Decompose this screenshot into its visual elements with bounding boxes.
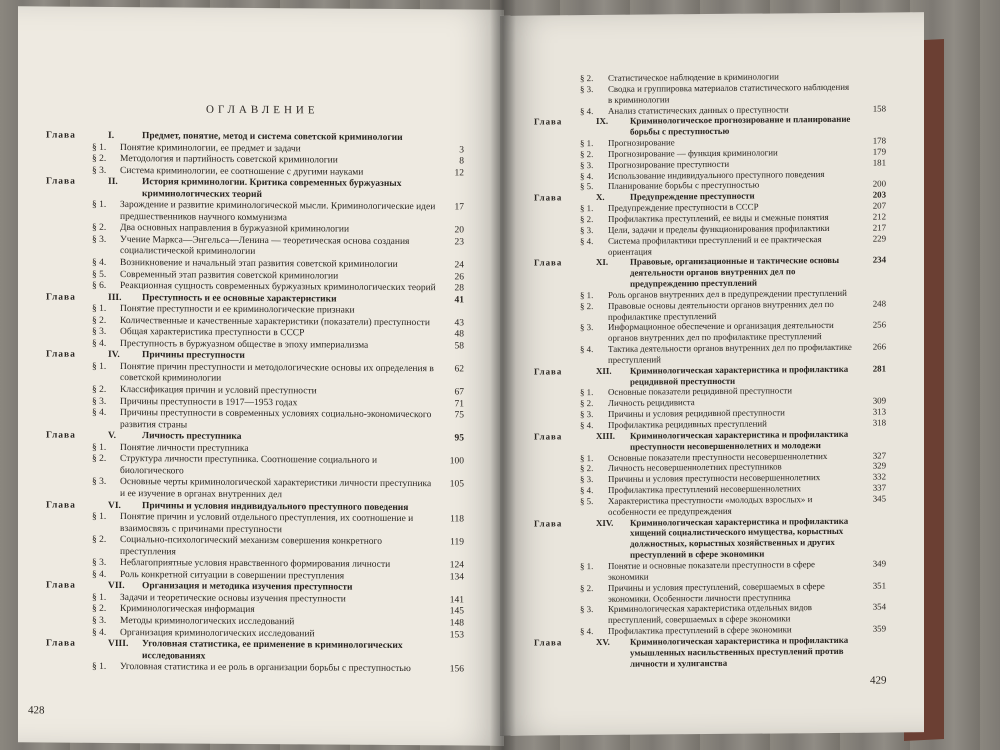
toc-entry-title: Причины преступности — [142, 350, 245, 362]
toc-section-entry — [534, 342, 886, 367]
toc-chapter-entry — [534, 634, 886, 670]
toc-entry-page: 100 — [449, 456, 464, 467]
toc-entry-title: Сводка и группировка материалов статистического наблюдения в криминологии — [608, 81, 850, 105]
toc-entry-title: Криминологическая характеристика и профилактика умышленных насильственных преступлений против личности и хулиганства — [630, 634, 849, 669]
toc-entry-title: Правовые, организационные и тактические основы деятельности органов внутренних дел по предупреждению преступлений — [630, 255, 840, 289]
toc-entry-title: Задачи и теоретические основы изучения преступности — [120, 592, 346, 605]
toc-entry-page: 212 — [872, 211, 886, 222]
toc-section-entry — [534, 320, 886, 345]
contents-heading: ОГЛАВЛЕНИЕ — [206, 103, 319, 117]
toc-entry-title: Понятие и основные показатели преступности в сфере экономики — [608, 559, 815, 582]
toc-entry-title: Общая характеристика преступности в СССР — [120, 327, 305, 339]
toc-entry-title: Роль конкретной ситуации в совершении преступления — [120, 569, 345, 582]
toc-entry-label: Глава — [534, 116, 563, 127]
toc-entry-title: Причины и условия преступности несовершеннолетних — [608, 472, 821, 485]
toc-entry-page: 8 — [459, 156, 464, 167]
toc-entry-title: Классификация причин и условий преступности — [120, 385, 317, 397]
toc-entry-page: 67 — [454, 387, 464, 398]
toc-entry-label: § 2. — [92, 454, 107, 465]
toc-entry-label: Глава — [46, 430, 76, 441]
toc-entry-label: § 1. — [580, 203, 594, 214]
toc-entry-title: Предмет, понятие, метод и система советской криминологии — [142, 131, 403, 143]
toc-entry-label: § 3. — [92, 396, 107, 407]
toc-entry-title: Структура личности преступника. Соотношение социального и биологического — [120, 454, 378, 477]
toc-entry-title: Социально-психологический механизм совершения конкретного преступления — [120, 535, 382, 558]
toc-entry-label: Глава — [46, 130, 76, 141]
toc-entry-label: § 2. — [92, 384, 107, 395]
toc-entry-title: Криминологическая информация — [120, 604, 255, 616]
toc-chapter-entry — [534, 255, 886, 291]
toc-entry-title: Криминологическая характеристика и профилактика преступности несовершеннолетних и молодежи — [630, 428, 849, 452]
toc-entry-label: § 4. — [580, 170, 594, 181]
toc-entry-title: Причины и условия индивидуального преступного поведения — [142, 500, 409, 513]
toc-entry-label: § 2. — [92, 153, 107, 165]
toc-entry-page: 313 — [872, 406, 886, 417]
toc-entry-title: Методология и партийность советской криминологии — [120, 154, 338, 166]
toc-entry-label: § 1. — [92, 442, 107, 453]
toc-entry-page: 332 — [872, 471, 886, 482]
toc-entry-page: 309 — [872, 395, 886, 406]
toc-entry-page: 266 — [872, 341, 886, 352]
toc-chapter-number: II. — [108, 177, 118, 188]
toc-entry-title: Причины и условия рецидивной преступности — [608, 407, 785, 420]
toc-entry-page: 153 — [449, 629, 464, 640]
toc-entry-label: § 5. — [92, 269, 107, 280]
toc-entry-title: Возникновение и начальный этап развития советской криминологии — [120, 258, 398, 270]
toc-entry-title: Преступность в буржуазном обществе в эпоху империализма — [120, 338, 369, 351]
toc-entry-label: § 4. — [580, 626, 594, 637]
toc-entry-page: 148 — [449, 618, 464, 629]
toc-entry-page: 20 — [454, 225, 464, 236]
toc-entry-page: 200 — [872, 178, 886, 190]
toc-entry-label: § 4. — [92, 257, 107, 268]
toc-entry-page: 141 — [449, 595, 464, 606]
toc-chapter-number: X. — [596, 192, 605, 203]
toc-entry-label: Глава — [46, 176, 76, 187]
right-toc — [534, 70, 886, 669]
toc-entry-label: § 1. — [92, 592, 107, 603]
toc-entry-title: Современный этап развития советской криминологии — [120, 269, 339, 282]
toc-entry-label: Глава — [46, 580, 76, 592]
toc-entry-title: Преступность и ее основные характеристики — [142, 292, 337, 305]
toc-entry-title: Цели, задачи и пределы функционирования профилактики — [608, 222, 830, 235]
toc-chapter-number: VIII. — [108, 638, 129, 650]
toc-entry-title: Предупреждение преступности — [630, 190, 755, 202]
toc-entry-label: Глава — [46, 638, 76, 649]
toc-entry-title: Криминологическая характеристика и профилактика рецидивной преступности — [630, 363, 849, 387]
toc-entry-page: 248 — [872, 298, 886, 309]
toc-chapter-number: XI. — [596, 257, 609, 268]
toc-chapter-entry — [534, 114, 886, 139]
toc-entry-label: § 3. — [580, 224, 594, 235]
toc-entry-page: 281 — [872, 363, 886, 374]
toc-entry-label: § 4. — [580, 485, 594, 496]
toc-chapter-entry — [46, 639, 464, 665]
left-page — [18, 6, 504, 745]
toc-entry-title: Профилактика преступлений, ее виды и смежные понятия — [608, 211, 829, 224]
toc-entry-label: § 1. — [92, 304, 107, 315]
toc-chapter-number: V. — [108, 431, 117, 442]
toc-entry-title: Предупреждение преступности в СССР — [608, 201, 759, 214]
toc-entry-title: Организация криминологических исследований — [120, 627, 315, 639]
toc-entry-page: 256 — [872, 319, 886, 331]
toc-entry-label: § 4. — [92, 627, 107, 638]
toc-entry-title: Уголовная статистика и ее роль в организации борьбы с преступностью — [120, 662, 411, 675]
toc-entry-label: § 3. — [92, 558, 107, 569]
toc-entry-label: § 3. — [580, 604, 594, 615]
toc-entry-label: § 2. — [92, 534, 107, 546]
toc-entry-title: Понятие личности преступника — [120, 442, 249, 454]
toc-entry-title: Информационное обеспечение и организация деятельности органов внутренних дел по профилактике преступлений — [608, 320, 834, 344]
toc-chapter-number: XIII. — [596, 430, 615, 441]
toc-entry-title: Уголовная статистика, ее применение в криминологических исследованиях — [142, 639, 403, 662]
toc-entry-label: § 2. — [580, 582, 594, 593]
toc-entry-page: 234 — [872, 254, 886, 265]
toc-entry-page: 134 — [449, 572, 464, 583]
toc-entry-page: 337 — [872, 482, 886, 493]
toc-entry-title: Криминологическая характеристика отдельных видов преступлений, совершаемых в сфере экономики — [608, 602, 812, 626]
toc-entry-page: 48 — [454, 329, 464, 340]
toc-entry-label: Глава — [534, 637, 563, 648]
toc-chapter-number: IX. — [596, 116, 609, 127]
right-page-number: 429 — [870, 674, 887, 687]
toc-entry-label: § 3. — [92, 234, 107, 245]
book-spine-shadow — [490, 0, 516, 750]
toc-entry-page: 329 — [872, 460, 886, 471]
toc-entry-title: Два основных направления в буржуазной криминологии — [120, 223, 350, 235]
toc-entry-page: 3 — [459, 144, 464, 155]
toc-entry-page: 318 — [872, 417, 886, 428]
toc-entry-title: Причины преступности в современных условиях социально-экономического развития страны — [120, 408, 432, 431]
toc-entry-page: 71 — [454, 398, 464, 409]
toc-entry-page: 203 — [872, 189, 886, 200]
toc-entry-title: Личность несовершеннолетних преступников — [608, 461, 782, 474]
toc-entry-title: Характеристика преступности «молодых взрослых» и особенности ее предупреждения — [608, 494, 813, 517]
toc-entry-label: § 1. — [580, 289, 594, 301]
toc-entry-label: § 3. — [580, 409, 594, 420]
toc-entry-page: 345 — [872, 493, 886, 504]
toc-entry-page: 359 — [872, 623, 886, 634]
toc-entry-title: Зарождение и развитие криминологической мысли. Криминологические идеи предшественников научного коммунизма — [120, 200, 436, 224]
toc-entry-title: Статистическое наблюдение в криминологии — [608, 71, 779, 83]
toc-entry-page: 349 — [872, 558, 886, 569]
toc-chapter-number: IV. — [108, 350, 120, 361]
toc-section-entry — [534, 493, 886, 518]
toc-entry-label: § 3. — [580, 322, 594, 333]
toc-entry-label: Глава — [534, 366, 563, 377]
toc-entry-label: Глава — [534, 192, 563, 203]
toc-entry-page: 179 — [872, 146, 886, 157]
toc-entry-page: 207 — [872, 200, 886, 211]
toc-entry-label: § 2. — [580, 73, 594, 84]
toc-entry-page: 158 — [872, 103, 886, 114]
toc-chapter-entry — [534, 363, 886, 388]
toc-entry-title: Криминологическая характеристика и профилактика хищений социалистического имущества, корыстных должностных, корыстных хозяйственных и других преступлений в сфере экономики — [630, 515, 849, 560]
toc-entry-page: 23 — [454, 237, 464, 248]
toc-entry-label: § 3. — [580, 83, 594, 94]
toc-entry-title: Криминологическое прогнозирование и планирование борьбы с преступностью — [630, 114, 851, 137]
toc-section-entry — [46, 200, 464, 226]
toc-entry-label: § 3. — [92, 327, 107, 338]
toc-entry-label: Глава — [534, 431, 563, 442]
toc-entry-title: Понятие причин и условий отдельного преступления, их соотношение и взаимосвязь с причинами преступности — [120, 512, 414, 535]
toc-entry-title: Причины преступности в 1917—1953 годах — [120, 396, 298, 408]
toc-entry-page: 229 — [872, 233, 886, 244]
toc-entry-page: 26 — [454, 271, 464, 282]
toc-entry-label: § 1. — [580, 138, 594, 149]
toc-entry-label: Глава — [46, 499, 76, 511]
toc-entry-page: 17 — [454, 202, 464, 213]
toc-entry-page: 43 — [454, 318, 464, 329]
toc-entry-page: 24 — [454, 260, 464, 271]
toc-entry-label: Глава — [46, 292, 76, 303]
toc-section-entry — [534, 81, 886, 106]
toc-entry-page: 351 — [872, 580, 886, 591]
toc-entry-label: § 4. — [580, 105, 594, 116]
toc-entry-title: Причины и условия преступлений, совершаемых в сфере экономики. Особенности личности преступника — [608, 580, 825, 604]
toc-entry-page: 145 — [449, 606, 464, 617]
toc-section-entry — [46, 535, 464, 561]
toc-entry-title: Понятие причин преступности и методологические основы их определения в советской криминологии — [120, 361, 434, 385]
toc-entry-title: Прогнозирование преступности — [608, 158, 730, 170]
toc-entry-label: § 3. — [92, 165, 107, 176]
toc-entry-label: § 4. — [92, 338, 107, 349]
toc-entry-page: 181 — [872, 157, 886, 168]
toc-chapter-entry — [534, 428, 886, 453]
toc-entry-page: 124 — [449, 560, 464, 571]
toc-entry-page: 12 — [454, 167, 464, 179]
toc-entry-label: § 2. — [580, 300, 594, 311]
toc-chapter-entry — [46, 177, 464, 203]
toc-chapter-number: VII. — [108, 581, 125, 592]
toc-chapter-entry — [534, 515, 886, 561]
toc-entry-page: 156 — [449, 664, 464, 675]
toc-entry-label: § 4. — [92, 569, 107, 580]
toc-entry-title: Профилактика преступлений в сфере экономики — [608, 624, 792, 636]
toc-entry-title: История криминологии. Критика современных буржуазных криминологических теорий — [142, 177, 402, 200]
toc-entry-label: § 2. — [92, 223, 107, 234]
toc-entry-page: 178 — [872, 135, 886, 146]
toc-entry-title: Планирование борьбы с преступностью — [608, 180, 760, 192]
toc-chapter-number: XIV. — [596, 517, 614, 528]
toc-entry-title: Неблагоприятные условия нравственного формирования личности — [120, 558, 391, 571]
toc-entry-title: Понятие криминологии, ее предмет и задачи — [120, 142, 301, 154]
toc-entry-label: § 3. — [92, 477, 107, 488]
toc-entry-title: Анализ статистических данных о преступности — [608, 103, 789, 116]
toc-section-entry — [46, 477, 464, 503]
toc-entry-label: Глава — [534, 257, 563, 268]
toc-section-entry — [534, 233, 886, 258]
toc-section-entry — [46, 662, 464, 676]
toc-section-entry — [534, 298, 886, 323]
toc-entry-title: Прогнозирование — [608, 137, 675, 148]
toc-entry-label: § 5. — [580, 495, 594, 507]
toc-entry-page: 62 — [454, 364, 464, 375]
toc-entry-title: Основные показатели рецидивной преступности — [608, 385, 793, 398]
toc-entry-title: Личность преступника — [142, 431, 242, 443]
toc-entry-label: § 4. — [92, 407, 107, 419]
toc-entry-page: 119 — [450, 537, 464, 548]
toc-entry-page: 58 — [454, 341, 464, 352]
toc-entry-title: Количественные и качественные характеристики (показатели) преступности — [120, 315, 430, 328]
toc-entry-title: Профилактика преступлений несовершеннолетних — [608, 483, 801, 495]
toc-entry-label: § 2. — [92, 604, 107, 615]
toc-entry-title: Система профилактики преступлений и ее практическая ориентация — [608, 233, 822, 257]
toc-entry-title: Правовые основы деятельности органов внутренних дел по профилактике преступлений — [608, 298, 834, 322]
toc-entry-label: § 2. — [92, 315, 107, 326]
toc-entry-title: Учение Маркса—Энгельса—Ленина — теоретическая основа создания социалистической криминологии — [120, 234, 410, 258]
toc-section-entry — [46, 361, 464, 387]
toc-entry-page: 217 — [872, 222, 886, 233]
toc-entry-label: § 2. — [580, 148, 594, 160]
toc-entry-label: § 4. — [580, 420, 594, 431]
toc-section-entry — [534, 558, 886, 583]
toc-entry-label: § 2. — [580, 398, 594, 409]
toc-entry-label: § 3. — [92, 615, 107, 626]
toc-entry-label: § 1. — [92, 661, 107, 673]
toc-entry-label: § 1. — [580, 387, 594, 398]
toc-entry-label: § 6. — [92, 280, 107, 292]
toc-entry-label: § 1. — [92, 511, 107, 522]
left-page-number: 428 — [28, 704, 45, 717]
toc-entry-label: § 2. — [580, 214, 594, 225]
toc-entry-label: § 2. — [580, 463, 594, 474]
toc-section-entry — [46, 512, 464, 538]
toc-chapter-number: XV. — [596, 636, 610, 647]
toc-entry-page: 75 — [454, 410, 464, 421]
toc-entry-label: § 1. — [92, 200, 107, 211]
toc-entry-title: Реакционная сущность современных буржуазных криминологических теорий — [120, 281, 436, 294]
toc-chapter-number: I. — [108, 130, 115, 141]
toc-entry-page: 95 — [454, 433, 464, 444]
toc-section-entry — [46, 408, 464, 434]
toc-entry-page: 118 — [450, 514, 464, 525]
toc-entry-label: § 3. — [580, 474, 594, 485]
toc-entry-label: § 1. — [92, 361, 107, 372]
toc-entry-title: Система криминологии, ее соотношение с другими науками — [120, 165, 364, 178]
toc-chapter-number: III. — [108, 292, 122, 303]
toc-entry-title: Тактика деятельности органов внутренних дел по профилактике преступлений — [608, 341, 852, 365]
toc-entry-title: Основные черты криминологической характеристики личности преступника и ее изучение в органах внутренних дел — [120, 477, 432, 501]
toc-entry-label: § 3. — [580, 159, 594, 170]
toc-entry-title: Прогнозирование — функция криминологии — [608, 147, 778, 159]
toc-entry-title: Роль органов внутренних дел в предупреждении преступлений — [608, 287, 847, 300]
left-toc — [46, 130, 464, 676]
toc-section-entry — [534, 602, 886, 627]
toc-section-entry — [46, 234, 464, 260]
toc-entry-title: Использование индивидуального преступного поведения — [608, 168, 825, 181]
toc-entry-title: Понятие преступности и ее криминологические признаки — [120, 304, 355, 316]
toc-entry-label: § 4. — [580, 344, 594, 355]
toc-entry-page: 105 — [449, 479, 464, 490]
toc-entry-title: Профилактика рецидивных преступлений — [608, 418, 767, 430]
right-page — [500, 12, 924, 736]
toc-entry-title: Основные показатели преступности несовершеннолетних — [608, 450, 828, 463]
toc-entry-page: 354 — [872, 601, 886, 612]
toc-entry-label: § 1. — [92, 142, 107, 153]
toc-entry-label: § 1. — [580, 561, 594, 572]
toc-entry-label: § 4. — [580, 235, 594, 246]
toc-entry-label: Глава — [46, 349, 76, 361]
toc-chapter-number: VI. — [108, 500, 121, 511]
toc-chapter-number: XII. — [596, 365, 612, 376]
toc-entry-title: Личность рецидивиста — [608, 397, 695, 409]
toc-entry-page: 327 — [872, 450, 886, 461]
toc-section-entry — [534, 580, 886, 605]
toc-entry-title: Организация и методика изучения преступности — [142, 581, 353, 593]
toc-section-entry — [46, 454, 464, 480]
toc-entry-label: § 1. — [580, 452, 594, 463]
toc-entry-title: Методы криминологических исследований — [120, 615, 295, 628]
toc-entry-page: 28 — [454, 283, 464, 294]
toc-entry-label: Глава — [534, 517, 563, 529]
toc-entry-page: 41 — [454, 295, 464, 306]
toc-entry-label: § 5. — [580, 181, 594, 192]
